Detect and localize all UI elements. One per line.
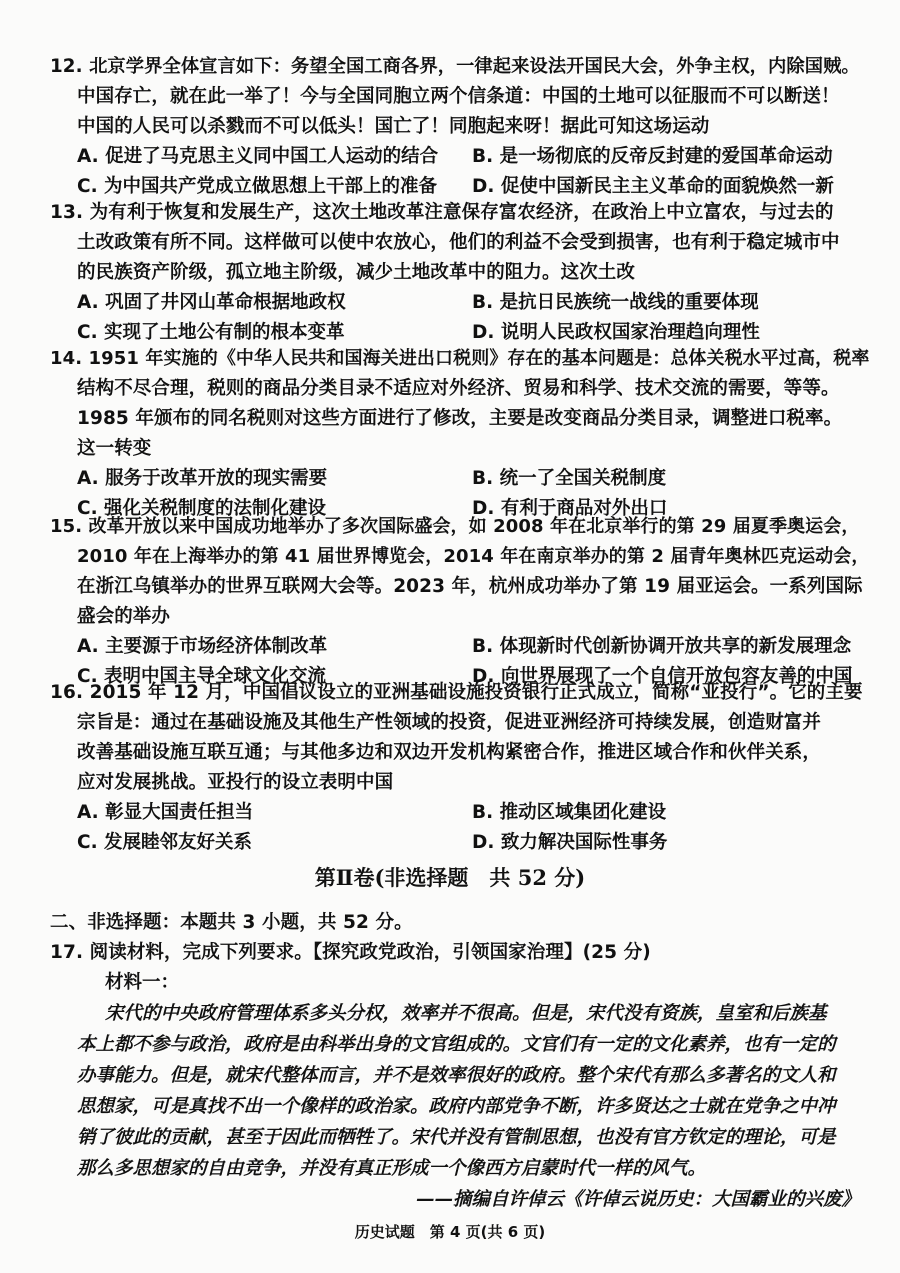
question-14-line-3: 1985 年颁布的同名税则对这些方面进行了修改，主要是改变商品分类目录，调整进口税率。 [77,408,843,429]
question-13-option-b: B. 是抗日民族统一战线的重要体现 [472,292,759,313]
question-14-option-b: B. 统一了全国关税制度 [472,468,667,489]
question-12-options-row-1 [50,142,870,172]
question-13 [50,198,870,348]
question-13-line-2: 土改政策有所不同。这样做可以使中农放心，他们的利益不会受到损害，也有利于稳定城市中 [77,232,840,253]
question-16-line-1: 16. 2015 年 12 月，中国倡议设立的亚洲基础设施投资银行正式成立，简称“亚投行”。它的主要 [50,682,863,703]
question-15-line-3: 在浙江乌镇举办的世界互联网大会等。2023 年，杭州成功举办了第 19 届亚运会。一系列国际 [77,576,863,597]
question-16-line-3: 改善基础设施互联互通；与其他多边和双边开发机构紧密合作，推进区域合作和伙伴关系， [77,742,822,763]
question-16-options-row-1 [50,798,870,828]
question-16-option-d: D. 致力解决国际性事务 [472,832,668,853]
question-12-line-3: 中国的人民可以杀戮而不可以低头！国亡了！同胞起来呀！据此可知这场运动 [77,116,710,137]
question-12-option-c: C. 为中国共产党成立做思想上干部上的准备 [77,176,438,197]
question-12-line-1: 12. 北京学界全体宣言如下：务望全国工商各界，一律起来设法开国民大会，外争主权，内除国贼。 [50,56,860,77]
question-15-option-a: A. 主要源于市场经济体制改革 [77,636,328,657]
question-13-line-3: 的民族资产阶级，孤立地主阶级，减少土地改革中的阻力。这次土改 [77,262,636,283]
question-12 [50,52,870,202]
question-14-line-2: 结构不尽合理，税则的商品分类目录不适应对外经济、贸易和科学、技术交流的需要，等等。 [77,378,840,399]
question-12-line-2: 中国存亡，就在此一举了！今与全国同胞立两个信条道：中国的土地可以征服而不可以断送！ [77,86,840,107]
material-1-line-1: 宋代的中央政府管理体系多头分权，效率并不很高。但是，宋代没有资族，皇室和后族基 [105,1003,827,1024]
question-15 [50,512,870,692]
question-16-option-c: C. 发展睦邻友好关系 [77,832,253,853]
material-1-line-6: 那么多思想家的自由竞争，并没有真正形成一个像西方启蒙时代一样的风气。 [77,1158,707,1179]
question-15-line-1: 15. 改革开放以来中国成功地举办了多次国际盛会，如 2008 年在北京举行的第 29 届夏季奥运会， [50,516,860,537]
material-1-line-2: 本上都不参与政治，政府是由科举出身的文官组成的。文官们有一定的文化素养，也有一定的 [77,1034,836,1055]
question-14-line-4: 这一转变 [77,438,152,459]
question-15-option-c: C. 表明中国主导全球文化交流 [77,666,327,687]
question-16-line-4: 应对发展挑战。亚投行的设立表明中国 [77,772,394,793]
question-16-options-row-2 [50,828,870,858]
question-13-options-row-1 [50,288,870,318]
question-15-line-4: 盛会的举办 [77,606,171,627]
question-15-option-d: D. 向世界展现了一个自信开放包容友善的中国 [472,666,853,687]
question-13-option-a: A. 巩固了井冈山革命根据地政权 [77,292,346,313]
question-13-line-1: 13. 为有利于恢复和发展生产，这次土地改革注意保存富农经济，在政治上中立富农，与过去的 [50,202,834,223]
question-15-option-b: B. 体现新时代创新协调开放共享的新发展理念 [472,636,852,657]
question-16-line-2: 宗旨是：通过在基础设施及其他生产性领域的投资，促进亚洲经济可持续发展，创造财富并 [77,712,822,733]
section-2-intro: 二、非选择题：本题共 3 小题，共 52 分。 [50,912,413,933]
page-footer: 历史试题 第 4 页(共 6 页) [354,1223,546,1241]
question-14-options-row-1 [50,464,870,494]
question-16-option-b: B. 推动区域集团化建设 [472,802,667,823]
material-1-source: ——摘编自许倬云《许倬云说历史：大国霸业的兴废》 [415,1189,860,1210]
question-14-option-d: D. 有利于商品对外出口 [472,498,668,519]
question-12-option-a: A. 促进了马克思主义同中国工人运动的结合 [77,146,439,167]
material-1-line-4: 思想家，可是真找不出一个像样的政治家。政府内部党争不断，许多贤达之士就在党争之中冲 [77,1096,836,1117]
question-15-line-2: 2010 年在上海举办的第 41 届世界博览会，2014 年在南京举办的第 2 届青年奥林匹克运动会， [77,546,870,567]
question-17-prompt: 17. 阅读材料，完成下列要求。【探究政党政治，引领国家治理】(25 分) [50,942,651,963]
question-12-option-b: B. 是一场彻底的反帝反封建的爱国革命运动 [472,146,833,167]
material-1-line-5: 销了彼此的贡献，甚至于因此而牺牲了。宋代并没有管制思想，也没有官方钦定的理论，可是 [77,1127,836,1148]
question-14-option-c: C. 强化关税制度的法制化建设 [77,498,327,519]
question-13-option-c: C. 实现了土地公有制的根本变革 [77,322,345,343]
question-15-options-row-1 [50,632,870,662]
question-14-line-1: 14. 1951 年实施的《中华人民共和国海关进出口税则》存在的基本问题是：总体关税水平过高，税率 [50,348,870,369]
question-14 [50,344,870,524]
question-16 [50,678,870,858]
material-1-label: 材料一： [105,972,180,993]
question-16-option-a: A. 彰显大国责任担当 [77,802,254,823]
question-14-option-a: A. 服务于改革开放的现实需要 [77,468,328,489]
section-2-body [50,908,870,1215]
question-12-option-d: D. 促使中国新民主主义革命的面貌焕然一新 [472,176,834,197]
question-13-option-d: D. 说明人民政权国家治理趋向理性 [472,322,760,343]
section-2-title: 第Ⅱ卷(非选择题 共 52 分) [314,865,586,890]
material-1-line-3: 办事能力。但是，就宋代整体而言，并不是效率很好的政府。整个宋代有那么多著名的文人和 [77,1065,836,1086]
